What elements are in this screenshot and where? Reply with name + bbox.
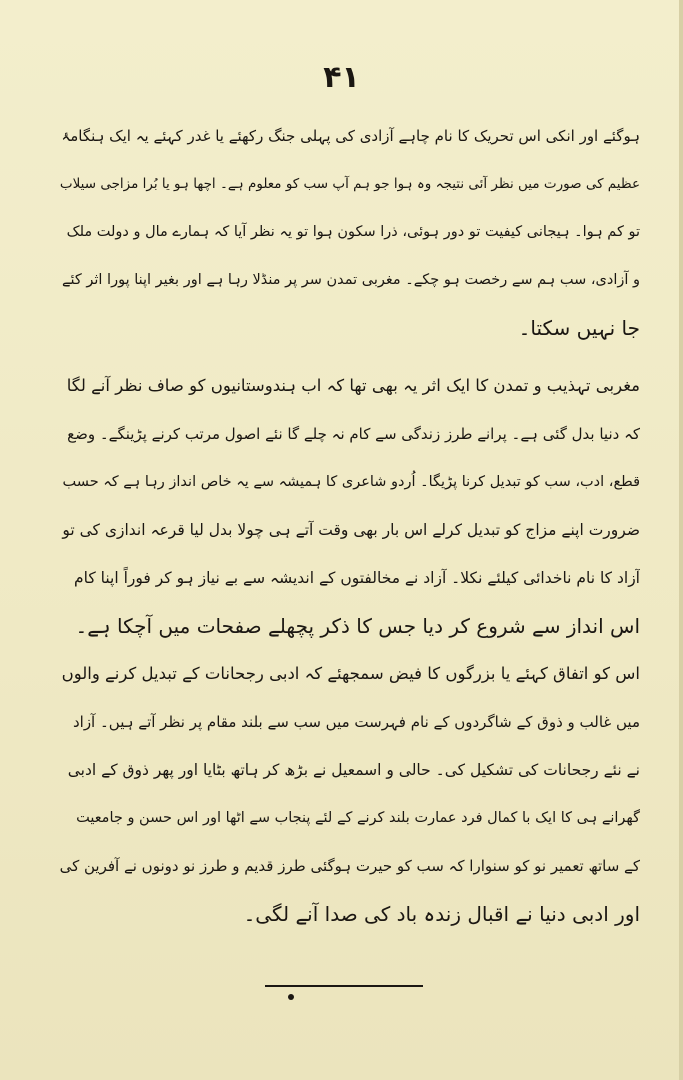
text-line: کہ دنیا بدل گئی ہے۔ پرانے طرز زندگی سے کام نہ چلے گا نئے اصول مرتب کرنے پڑینگے۔ وضع xyxy=(67,425,640,443)
paragraph-1 xyxy=(58,112,640,352)
text-line: گھرانے ہی کا ایک با کمال فرد عمارت بلند کرنے کے لئے پنجاب سے اٹھا اور اس حسن و جامعیت xyxy=(76,810,640,826)
text-line: جا نہیں سکتا۔ xyxy=(518,316,640,340)
text-line: عظیم کی صورت میں نظر آئی نتیجہ وہ ہوا جو ہم آپ سب کو معلوم ہے۔ اچھا ہو یا بُرا مزاجی سیلاب xyxy=(59,176,640,192)
section-end-dot xyxy=(288,994,294,1000)
paragraph-3 xyxy=(58,650,640,938)
text-line: اس کو اتفاق کہئے یا بزرگوں کا فیض سمجھئے کہ ادبی رجحانات کے تبدیل کرنے والوں xyxy=(61,664,640,683)
text-line: قطع، ادب، سب کو تبدیل کرنا پڑیگا۔ اُردو شاعری کا ہمیشہ سے یہ خاص انداز رہا ہے کہ حسب xyxy=(62,474,640,490)
text-line: مغربی تہذیب و تمدن کا ایک اثر یہ بھی تھا کہ اب ہندوستانیوں کو صاف نظر آنے لگا xyxy=(66,376,640,395)
text-line: اس انداز سے شروع کر دیا جس کا ذکر پچھلے صفحات میں آچکا ہے۔ xyxy=(75,614,640,638)
text-line: ضرورت اپنے مزاج کو تبدیل کرلے اس بار بھی وقت آتے ہی چولا بدل لیا قرعہ اندازی کی تو xyxy=(62,521,640,539)
text-line: تو کم ہوا۔ ہیجانی کیفیت تو دور ہوئی، ذرا سکون ہوا تو یہ نظر آیا کہ ہمارے مال و دولت ملک xyxy=(66,224,640,240)
section-end-rule xyxy=(265,985,423,987)
text-line: ہوگئے اور انکی اس تحریک کا نام چاہے آزادی کی پہلی جنگ رکھئے یا غدر کہئے یہ ایک ہنگامۂ xyxy=(61,127,640,145)
paragraph-2 xyxy=(58,362,640,650)
page-number: ۴۱ xyxy=(323,60,360,95)
paragraph-gap xyxy=(58,352,640,362)
text-line: آزاد کا نام ناخدائی کیلئے نکلا۔ آزاد نے مخالفتوں کے اندیشہ سے بے نیاز ہو کر فوراً اپنا کام xyxy=(74,569,640,587)
body-text xyxy=(58,112,640,938)
text-line: میں غالب و ذوق کے شاگردوں کے نام فہرست میں سب سے بلند مقام پر نظر آتے ہیں۔ آزاد xyxy=(72,713,640,731)
text-line: اور ادبی دنیا نے اقبال زندہ باد کی صدا آنے لگی۔ xyxy=(243,902,640,926)
text-line: و آزادی، سب ہم سے رخصت ہو چکے۔ مغربی تمدن سر پر منڈلا رہا ہے اور بغیر اپنا پورا اثر کئے xyxy=(61,272,640,288)
text-line: نے نئے رجحانات کی تشکیل کی۔ حالی و اسمعیل نے بڑھ کر ہاتھ بٹایا اور پھر ذوق کے ادبی xyxy=(67,761,640,779)
text-line: کے ساتھ تعمیر نو کو سنوارا کہ سب کو حیرت ہوگئی طرز قدیم و طرز نو دونوں نے آفرین کی xyxy=(59,857,640,875)
